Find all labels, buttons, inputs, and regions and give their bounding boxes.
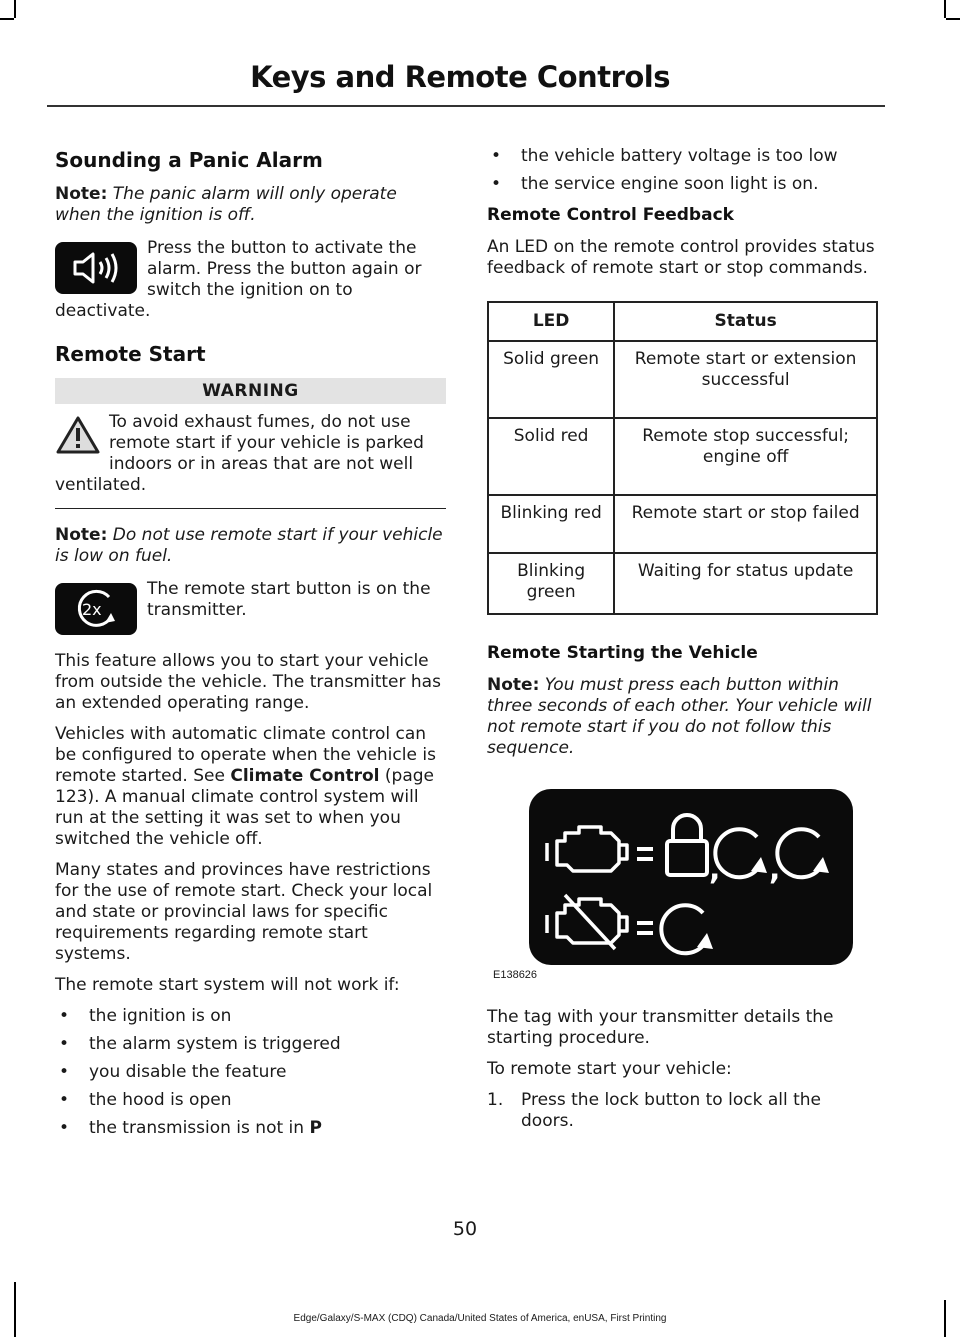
step-text: Press the lock button to lock all the doors. xyxy=(521,1090,821,1131)
list-item-text: the transmission is not in xyxy=(89,1118,305,1138)
led-status-table xyxy=(487,301,878,615)
table-row xyxy=(488,495,877,553)
panic-body: Press the button to activate the alarm. Press the button again or switch the ignition on to deactivate. xyxy=(55,238,422,321)
svg-text:,: , xyxy=(769,852,781,887)
table-cell: Remote stop successful; engine off xyxy=(614,418,877,495)
engine-crossed-icon xyxy=(547,895,627,949)
engine-icon xyxy=(547,827,627,871)
note-label: Note: xyxy=(55,184,108,204)
tag-paragraph: The tag with your transmitter details the starting procedure. xyxy=(487,1007,834,1048)
table-cell: Blinking red xyxy=(488,495,614,553)
not-work-list-continued xyxy=(487,146,878,195)
table-header-row xyxy=(488,302,877,341)
2x-label: 2x xyxy=(82,600,102,619)
park-gear-label: P xyxy=(309,1118,322,1138)
crop-mark xyxy=(946,18,960,20)
list-item: • the ignition is on xyxy=(55,1006,446,1027)
table-cell: Waiting for status update xyxy=(614,553,877,614)
list-item xyxy=(55,1118,446,1139)
lock-icon xyxy=(667,815,707,875)
remote-start-2x-icon xyxy=(55,583,137,635)
steps-intro: To remote start your vehicle: xyxy=(487,1059,732,1079)
diagram-code: E138626 xyxy=(493,969,538,981)
sequence-note xyxy=(487,675,878,759)
remote-starting-heading: Remote Starting the Vehicle xyxy=(487,643,758,663)
list-item: • you disable the feature xyxy=(55,1062,446,1083)
list-item: • the service engine soon light is on. xyxy=(487,174,878,195)
list-item: • the alarm system is triggered xyxy=(55,1034,446,1055)
remote-button-block xyxy=(55,579,446,621)
feature-paragraph: This feature allows you to start your vehicle from outside the vehicle. The transmitter has an extended operating range. xyxy=(55,651,441,713)
column-header: Status xyxy=(614,302,877,341)
crop-mark xyxy=(0,18,14,20)
remote-start-heading: Remote Start xyxy=(55,342,206,366)
fuel-note xyxy=(55,525,446,567)
climate-text-b: (page 123). A manual climate control system will run at the setting it was set to when you switched the vehicle off. xyxy=(55,766,435,849)
panic-instructions xyxy=(55,238,446,322)
table-row xyxy=(488,418,877,495)
warning-divider xyxy=(55,508,446,509)
table-cell: Remote start or stop failed xyxy=(614,495,877,553)
warning-header: WARNING xyxy=(55,378,446,404)
crop-mark xyxy=(944,0,946,18)
horn-speaker-icon xyxy=(55,242,137,294)
remote-start-arrow-icon xyxy=(661,905,713,953)
table-cell: Solid red xyxy=(488,418,614,495)
list-item: • the hood is open xyxy=(55,1090,446,1111)
feedback-heading: Remote Control Feedback xyxy=(487,205,734,225)
note-label: Note: xyxy=(487,675,540,695)
climate-paragraph xyxy=(55,724,446,850)
left-column xyxy=(55,140,446,1147)
not-work-list xyxy=(55,1006,446,1139)
start-sequence-diagram xyxy=(529,789,853,965)
steps-list xyxy=(487,1090,878,1132)
page-number: 50 xyxy=(452,1218,478,1240)
table-row xyxy=(488,553,877,614)
crop-mark xyxy=(14,1282,16,1337)
panic-note xyxy=(55,184,446,226)
warning-text: To avoid exhaust fumes, do not use remote start if your vehicle is parked indoors or in areas that are not well ventilated. xyxy=(55,412,424,495)
step-number: 1. xyxy=(487,1090,504,1110)
list-item xyxy=(487,1090,878,1132)
right-column xyxy=(487,146,878,1139)
restrictions-paragraph: Many states and provinces have restrictions for the use of remote start. Check your local and state or provincial laws for specific requirements regarding remote start systems. xyxy=(55,860,433,964)
warning-block xyxy=(55,412,446,496)
note-text: The panic alarm will only operate when the ignition is off. xyxy=(55,184,397,225)
note-text: Do not use remote start if your vehicle is low on fuel. xyxy=(55,525,443,566)
note-label: Note: xyxy=(55,525,108,545)
crop-mark xyxy=(944,1300,946,1337)
column-header: LED xyxy=(488,302,614,341)
note-text: You must press each button within three seconds of each other. Your vehicle will not remote start if you do not follow this sequence. xyxy=(487,675,872,758)
svg-text:,: , xyxy=(709,852,721,887)
edition-footer: Edge/Galaxy/S-MAX (CDQ) Canada/United States of America, enUSA, First Printing xyxy=(293,1313,667,1324)
page-title: Keys and Remote Controls xyxy=(250,60,670,94)
list-item: • the vehicle battery voltage is too low xyxy=(487,146,878,167)
feedback-intro: An LED on the remote control provides status feedback of remote start or stop commands. xyxy=(487,237,875,278)
not-work-intro: The remote start system will not work if: xyxy=(55,975,400,995)
table-cell: Remote start or extension successful xyxy=(614,341,877,418)
warning-triangle-icon xyxy=(55,414,101,456)
header-divider xyxy=(47,105,885,107)
table-cell: Solid green xyxy=(488,341,614,418)
panic-alarm-heading: Sounding a Panic Alarm xyxy=(55,148,323,172)
climate-control-link[interactable]: Climate Control xyxy=(230,766,380,786)
climate-text-a: Vehicles with automatic climate control can be configured to operate when the vehicle is remote started. See xyxy=(55,724,436,786)
table-cell: Blinking green xyxy=(488,553,614,614)
remote-button-text: The remote start button is on the transmitter. xyxy=(147,579,431,620)
crop-mark xyxy=(14,0,16,18)
remote-start-arrow-icon xyxy=(777,829,829,877)
remote-start-arrow-icon xyxy=(715,829,767,877)
table-row xyxy=(488,341,877,418)
